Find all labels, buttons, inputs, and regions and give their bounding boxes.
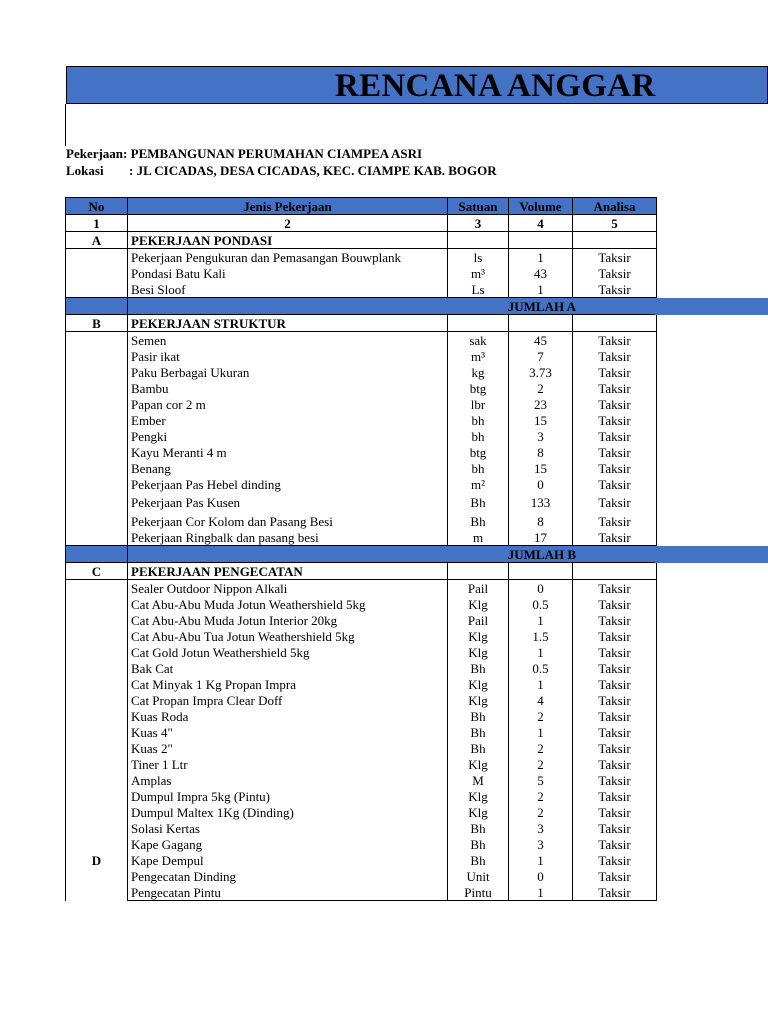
table-row [66,884,657,901]
item-volume: 1 [509,612,573,628]
item-analisa: Taksir [573,412,657,428]
item-unit: Klg [448,596,509,612]
table-row [66,740,657,756]
item-analisa: Taksir [573,772,657,788]
item-volume: 1 [509,249,573,266]
item-description: Dumpul Maltex 1Kg (Dinding) [128,804,448,820]
item-volume: 45 [509,332,573,349]
lokasi-value: : JL CICADAS, DESA CICADAS, KEC. CIAMPE KAB. BOGOR [129,163,497,178]
table-row [66,412,657,428]
item-description: Pengecatan Dinding [128,868,448,884]
item-analisa: Taksir [573,249,657,266]
item-analisa: Taksir [573,396,657,412]
item-analisa: Taksir [573,380,657,396]
no-cell [66,868,128,884]
table-row [66,676,657,692]
item-volume: 15 [509,460,573,476]
item-unit: Klg [448,756,509,772]
no-cell [66,724,128,740]
title-bar [66,66,768,104]
table-row [66,868,657,884]
item-description: Solasi Kertas [128,820,448,836]
no-cell [66,265,128,281]
item-description: Pengki [128,428,448,444]
item-volume: 7 [509,348,573,364]
empty-cell [448,315,509,332]
item-unit: Pail [448,580,509,597]
item-unit: Pail [448,612,509,628]
no-cell [66,628,128,644]
item-analisa: Taksir [573,820,657,836]
item-description: Cat Minyak 1 Kg Propan Impra [128,676,448,692]
column-index-cell: 4 [509,215,573,232]
item-description: Tiner 1 Ltr [128,756,448,772]
column-index-cell: 5 [573,215,657,232]
item-analisa: Taksir [573,612,657,628]
total-row [66,546,657,563]
item-volume: 5 [509,772,573,788]
item-description: Pekerjaan Pas Hebel dinding [128,476,448,492]
section-name: PEKERJAAN PENGECATAN [128,563,448,580]
item-description: Pekerjaan Pengukuran dan Pemasangan Bouwplank [128,249,448,266]
item-description: Kayu Meranti 4 m [128,444,448,460]
item-unit: Ls [448,281,509,298]
item-description: Cat Abu-Abu Muda Jotun Weathershield 5kg [128,596,448,612]
item-unit: Bh [448,492,509,513]
table-row [66,380,657,396]
table-header-row [66,198,657,215]
section-row [66,315,657,332]
no-cell [66,756,128,772]
item-volume: 2 [509,708,573,724]
item-volume: 8 [509,513,573,529]
header-cell: No [66,198,128,215]
table-row [66,724,657,740]
item-analisa: Taksir [573,364,657,380]
item-volume: 2 [509,804,573,820]
item-volume: 0 [509,476,573,492]
no-cell [66,836,128,852]
section-row [66,232,657,249]
no-cell [66,692,128,708]
header-cell: Analisa [573,198,657,215]
table-row [66,460,657,476]
item-volume: 43 [509,265,573,281]
table-row [66,628,657,644]
item-unit: m³ [448,348,509,364]
no-cell [66,444,128,460]
item-analisa: Taksir [573,804,657,820]
item-volume: 0.5 [509,596,573,612]
item-description: Cat Propan Impra Clear Doff [128,692,448,708]
table-row [66,348,657,364]
item-unit: btg [448,444,509,460]
item-description: Pengecatan Pintu [128,884,448,901]
no-cell [66,492,128,513]
empty-cell [448,563,509,580]
item-volume: 15 [509,412,573,428]
item-description: Besi Sloof [128,281,448,298]
section-letter: A [66,232,128,249]
no-cell [66,772,128,788]
item-volume: 0 [509,580,573,597]
item-unit: Klg [448,676,509,692]
item-unit: Bh [448,513,509,529]
table-row [66,836,657,852]
no-cell [66,281,128,298]
item-description: Papan cor 2 m [128,396,448,412]
section-letter: D [66,852,128,868]
item-analisa: Taksir [573,348,657,364]
table-row [66,788,657,804]
item-unit: Bh [448,660,509,676]
item-unit: bh [448,412,509,428]
no-cell [66,332,128,349]
item-analisa: Taksir [573,596,657,612]
info-pekerjaan [66,146,422,162]
table-row [66,332,657,349]
empty-cell [573,563,657,580]
item-unit: Klg [448,788,509,804]
item-unit: m³ [448,265,509,281]
item-analisa: Taksir [573,884,657,901]
item-volume: 1 [509,676,573,692]
header-cell: Jenis Pekerjaan [128,198,448,215]
table-row [66,612,657,628]
item-description: Pekerjaan Ringbalk dan pasang besi [128,529,448,546]
item-volume: 0.5 [509,660,573,676]
item-unit: M [448,772,509,788]
table-row [66,644,657,660]
item-volume: 3 [509,836,573,852]
info-lokasi [66,163,497,179]
no-cell [66,660,128,676]
item-description: Amplas [128,772,448,788]
item-description: Bak Cat [128,660,448,676]
item-volume: 3.73 [509,364,573,380]
item-description: Pondasi Batu Kali [128,265,448,281]
lokasi-label: Lokasi [66,163,104,178]
item-description: Paku Berbagai Ukuran [128,364,448,380]
item-description: Kuas Roda [128,708,448,724]
no-cell [66,612,128,628]
no-cell [66,380,128,396]
section-letter: C [66,563,128,580]
item-unit: bh [448,460,509,476]
column-index-row [66,215,657,232]
item-analisa: Taksir [573,788,657,804]
table-row [66,281,657,298]
table-row [66,265,657,281]
no-cell [66,396,128,412]
table-row [66,492,657,513]
item-analisa: Taksir [573,676,657,692]
empty-cell [573,315,657,332]
item-volume: 3 [509,428,573,444]
item-analisa: Taksir [573,444,657,460]
item-unit: Bh [448,852,509,868]
item-volume: 23 [509,396,573,412]
no-cell [66,249,128,266]
total-row-fill [655,298,768,315]
item-description: Bambu [128,380,448,396]
table-row [66,596,657,612]
column-index-cell: 3 [448,215,509,232]
no-cell [66,788,128,804]
item-analisa: Taksir [573,724,657,740]
table-row [66,428,657,444]
table-row [66,513,657,529]
item-unit: Bh [448,740,509,756]
item-unit: Klg [448,644,509,660]
item-unit: btg [448,380,509,396]
item-volume: 2 [509,740,573,756]
item-volume: 2 [509,380,573,396]
empty-cell [66,298,128,315]
table-row [66,756,657,772]
item-analisa: Taksir [573,740,657,756]
no-cell [66,740,128,756]
item-volume: 1 [509,644,573,660]
item-description: Sealer Outdoor Nippon Alkali [128,580,448,597]
item-analisa: Taksir [573,332,657,349]
budget-table [65,197,657,901]
pekerjaan-label: Pekerjaan: [66,146,128,161]
pekerjaan-value: PEMBANGUNAN PERUMAHAN CIAMPEA ASRI [130,146,423,161]
item-description: Benang [128,460,448,476]
no-cell [66,348,128,364]
table-row [66,249,657,266]
total-row [66,298,657,315]
no-cell [66,529,128,546]
table-row [66,852,657,868]
item-volume: 1 [509,852,573,868]
column-index-cell: 1 [66,215,128,232]
table-row [66,396,657,412]
item-volume: 4 [509,692,573,708]
item-volume: 1 [509,884,573,901]
no-cell [66,804,128,820]
item-unit: m² [448,476,509,492]
item-analisa: Taksir [573,628,657,644]
item-volume: 133 [509,492,573,513]
item-analisa: Taksir [573,708,657,724]
item-description: Semen [128,332,448,349]
item-analisa: Taksir [573,644,657,660]
table-row [66,660,657,676]
empty-cell [573,232,657,249]
empty-cell [509,315,573,332]
no-cell [66,820,128,836]
item-description: Kape Dempul [128,852,448,868]
header-cell: Satuan [448,198,509,215]
table-row [66,708,657,724]
table-row [66,364,657,380]
document-title: RENCANA ANGGAR [335,68,656,104]
table-row [66,444,657,460]
no-cell [66,708,128,724]
table-row [66,804,657,820]
empty-cell [448,232,509,249]
item-unit: Bh [448,836,509,852]
item-description: Pekerjaan Pas Kusen [128,492,448,513]
item-analisa: Taksir [573,580,657,597]
item-unit: m [448,529,509,546]
no-cell [66,412,128,428]
no-cell [66,364,128,380]
table-row [66,692,657,708]
item-description: Cat Gold Jotun Weathershield 5kg [128,644,448,660]
header-cell: Volume [509,198,573,215]
section-name: PEKERJAAN STRUKTUR [128,315,448,332]
no-cell [66,428,128,444]
item-volume: 8 [509,444,573,460]
item-description: Kuas 2" [128,740,448,756]
item-volume: 1 [509,724,573,740]
item-analisa: Taksir [573,428,657,444]
no-cell [66,460,128,476]
item-unit: bh [448,428,509,444]
no-cell [66,580,128,597]
item-unit: Bh [448,820,509,836]
item-description: Cat Abu-Abu Muda Jotun Interior 20kg [128,612,448,628]
table-row [66,529,657,546]
no-cell [66,676,128,692]
empty-cell [509,232,573,249]
column-index-cell: 2 [128,215,448,232]
no-cell [66,513,128,529]
item-unit: Pintu [448,884,509,901]
item-volume: 2 [509,788,573,804]
item-volume: 1.5 [509,628,573,644]
item-description: Kape Gagang [128,836,448,852]
no-cell [66,884,128,901]
item-analisa: Taksir [573,868,657,884]
item-analisa: Taksir [573,265,657,281]
table-row [66,772,657,788]
section-letter: B [66,315,128,332]
item-unit: lbr [448,396,509,412]
no-cell [66,476,128,492]
no-cell [66,596,128,612]
item-volume: 1 [509,281,573,298]
item-description: Dumpul Impra 5kg (Pintu) [128,788,448,804]
item-unit: sak [448,332,509,349]
total-row-fill [655,546,768,563]
item-analisa: Taksir [573,460,657,476]
item-description: Pasir ikat [128,348,448,364]
item-volume: 2 [509,756,573,772]
item-analisa: Taksir [573,660,657,676]
item-description: Cat Abu-Abu Tua Jotun Weathershield 5kg [128,628,448,644]
item-description: Kuas 4" [128,724,448,740]
table-row [66,820,657,836]
item-unit: Klg [448,692,509,708]
table-row [66,476,657,492]
no-cell [66,644,128,660]
empty-cell [509,563,573,580]
item-analisa: Taksir [573,836,657,852]
item-volume: 0 [509,868,573,884]
total-label: JUMLAH A [128,298,657,315]
item-volume: 17 [509,529,573,546]
item-description: Pekerjaan Cor Kolom dan Pasang Besi [128,513,448,529]
left-border-line [65,104,66,146]
item-unit: Klg [448,628,509,644]
section-row [66,563,657,580]
item-analisa: Taksir [573,513,657,529]
item-unit: Bh [448,724,509,740]
item-analisa: Taksir [573,756,657,772]
item-unit: Bh [448,708,509,724]
item-unit: Klg [448,804,509,820]
item-volume: 3 [509,820,573,836]
empty-cell [66,546,128,563]
item-analisa: Taksir [573,852,657,868]
item-unit: kg [448,364,509,380]
section-name: PEKERJAAN PONDASI [128,232,448,249]
item-unit: Unit [448,868,509,884]
item-description: Ember [128,412,448,428]
item-analisa: Taksir [573,281,657,298]
table-row [66,580,657,597]
item-analisa: Taksir [573,476,657,492]
item-analisa: Taksir [573,492,657,513]
item-unit: ls [448,249,509,266]
item-analisa: Taksir [573,529,657,546]
total-label: JUMLAH B [128,546,657,563]
item-analisa: Taksir [573,692,657,708]
